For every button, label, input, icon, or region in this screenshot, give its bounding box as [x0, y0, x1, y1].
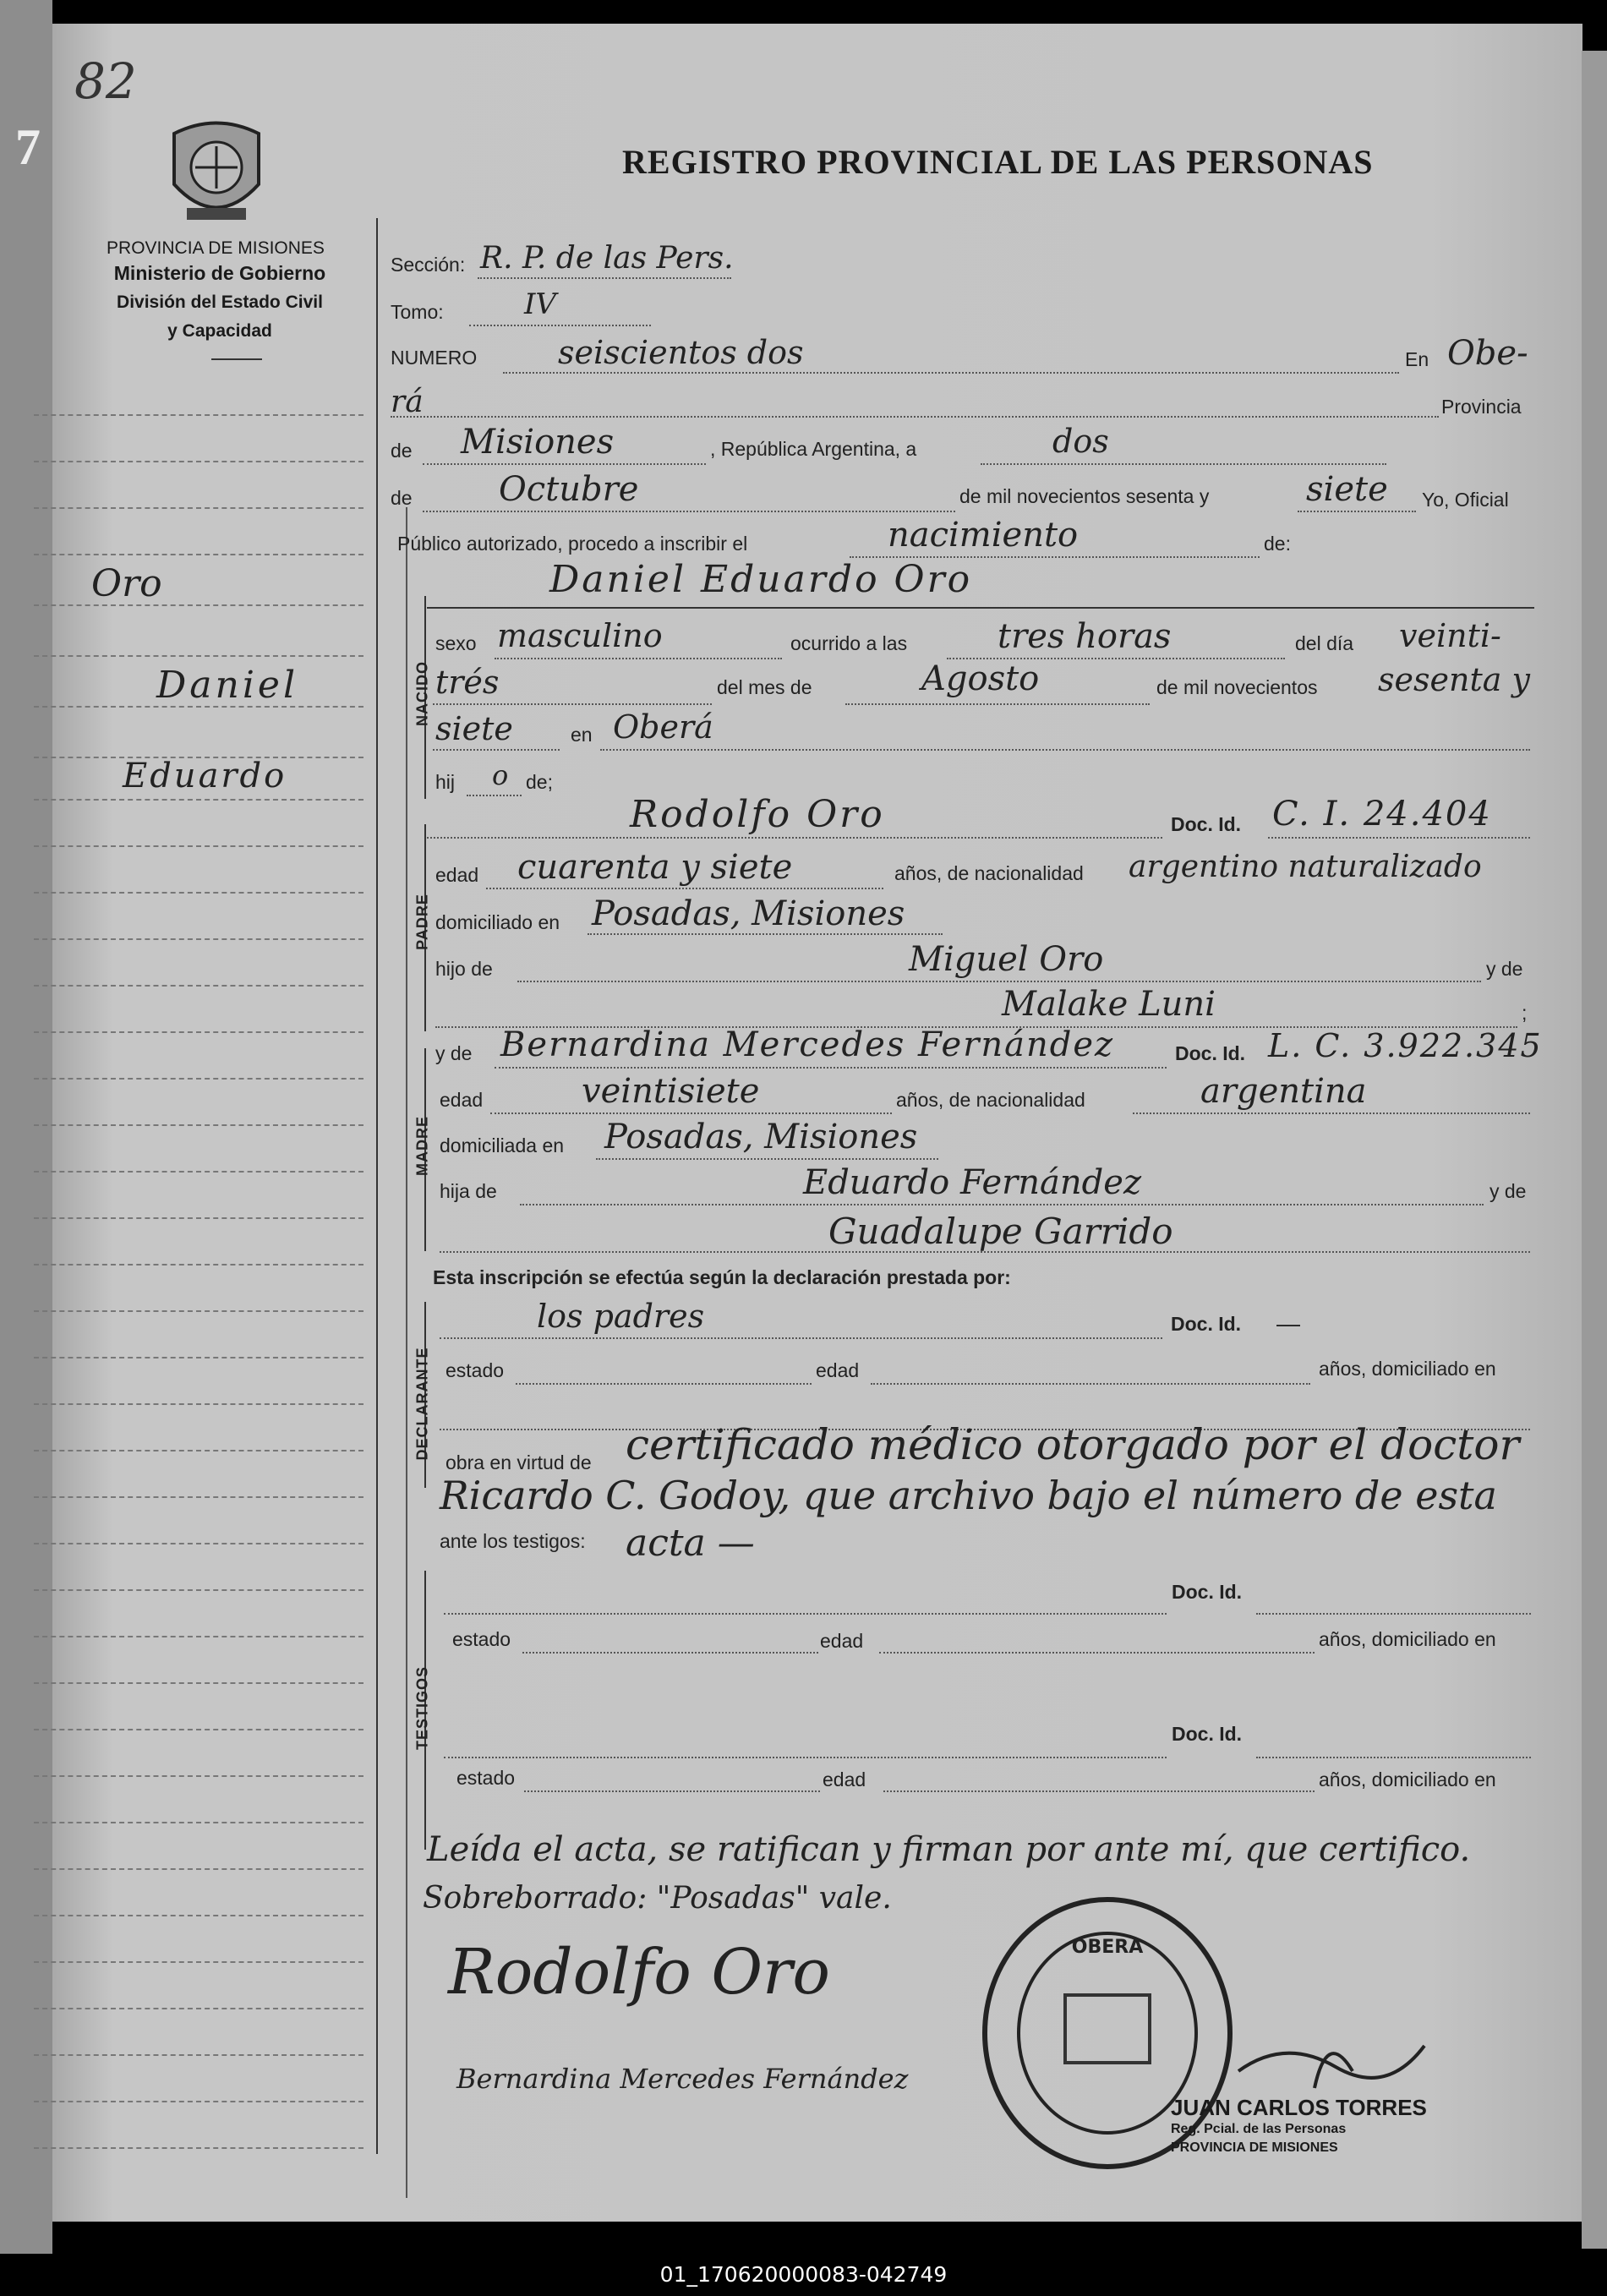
value-obra-3: acta — — [626, 1522, 755, 1565]
province-emblem-icon — [166, 117, 267, 227]
section-declarante: DECLARANTE — [413, 1347, 431, 1461]
label-domiciliado-padre: domiciliado en — [435, 911, 560, 933]
stamp-name: JUAN CARLOS TORRES — [1171, 2095, 1427, 2120]
label-edad-madre: edad — [440, 1089, 484, 1111]
label-en-2: en — [571, 724, 593, 746]
label-del-dia: del día — [1295, 632, 1354, 654]
value-madre-nac: argentina — [1200, 1072, 1367, 1111]
value-padre-doc: C. I. 24.404 — [1272, 795, 1492, 834]
value-padre-padre: Miguel Oro — [909, 940, 1104, 979]
binding-strip — [0, 0, 52, 2296]
label-publico: Público autorizado, procedo a inscribir el — [397, 533, 748, 555]
value-seccion: R. P. de las Pers. — [480, 241, 734, 276]
label-de-colon: de: — [1264, 533, 1291, 555]
label-hija-de: hija de — [440, 1180, 497, 1202]
label-hij: hij — [435, 771, 456, 793]
label-edad-t1: edad — [820, 1630, 864, 1652]
label-del-mes: del mes de — [717, 676, 812, 698]
label-de-mil: de mil novecientos sesenta y — [959, 485, 1210, 507]
margin-divider — [376, 218, 378, 2154]
value-madre-edad: veintisiete — [582, 1072, 760, 1111]
label-estado-t2: estado — [456, 1767, 516, 1789]
label-seccion: Sección: — [391, 254, 466, 276]
label-anos-dom-t2: años, domiciliado en — [1319, 1768, 1496, 1790]
page-title: REGISTRO PROVINCIAL DE LAS PERSONAS — [622, 143, 1374, 181]
value-madre-madre: Guadalupe Garrido — [828, 1211, 1173, 1252]
value-en: Obe- — [1447, 334, 1528, 373]
org-line-4: y Capacidad — [167, 321, 272, 341]
org-line-1: PROVINCIA DE MISIONES — [107, 238, 325, 258]
value-cierre-2: Sobreborrado: "Posadas" vale. — [423, 1881, 892, 1916]
value-anio-nac: sesenta y — [1378, 661, 1530, 698]
label-provincia: Provincia — [1441, 396, 1522, 418]
section-padre: PADRE — [413, 894, 431, 950]
value-dia-nac-2: trés — [435, 664, 500, 701]
label-y-de-padre: y de — [1486, 958, 1523, 980]
value-anio: siete — [1306, 470, 1388, 509]
label-de-2: de — [391, 487, 413, 509]
label-yo-oficial: Yo, Oficial — [1422, 489, 1509, 511]
label-sexo: sexo — [435, 632, 477, 654]
value-lugar-nac: Oberá — [613, 708, 713, 746]
label-en: En — [1405, 348, 1429, 370]
value-madre-dom: Posadas, Misiones — [604, 1118, 918, 1156]
label-domiciliada-madre: domiciliada en — [440, 1134, 565, 1156]
value-acto: nacimiento — [888, 516, 1079, 555]
value-declarante: los padres — [537, 1298, 705, 1335]
label-numero: NUMERO — [391, 347, 478, 369]
value-padre-nac: argentino naturalizado — [1129, 850, 1482, 884]
org-line-3: División del Estado Civil — [117, 292, 323, 312]
nombre-line — [427, 607, 1534, 609]
value-madre-nombre: Bernardina Mercedes Fernández — [500, 1025, 1115, 1064]
section-testigos: TESTIGOS — [413, 1666, 431, 1751]
label-anos-nac-padre: años, de nacionalidad — [894, 862, 1084, 884]
label-y-de-madre: y de — [435, 1042, 473, 1064]
image-id: 01_170620000083-042749 — [0, 2254, 1607, 2296]
value-padre-madre: Malake Luni — [1002, 985, 1216, 1024]
value-nombre: Daniel Eduardo Oro — [549, 558, 973, 601]
label-doc-id-declarante: Doc. Id. — [1171, 1313, 1242, 1335]
margin-divider-2 — [406, 507, 407, 2198]
label-anos-dom-decl: años, domiciliado en — [1319, 1358, 1496, 1380]
value-hij: o — [492, 759, 509, 791]
label-de-1: de — [391, 440, 413, 462]
label-estado-t1: estado — [452, 1628, 511, 1650]
margin-second-name: Eduardo — [123, 757, 287, 795]
value-mes-nac: Agosto — [921, 659, 1040, 698]
value-tomo: IV — [524, 287, 556, 321]
label-doc-id-madre: Doc. Id. — [1175, 1042, 1246, 1064]
label-doc-id-testigo-2: Doc. Id. — [1172, 1723, 1243, 1745]
value-numero: seiscientos dos — [558, 334, 804, 371]
label-republica: , República Argentina, a — [710, 438, 917, 460]
page-edge — [1582, 51, 1607, 2249]
value-provincia: Misiones — [461, 423, 615, 462]
margin-number: 7 — [15, 119, 41, 175]
value-obra-1: certificado médico otorgado por el doctor — [626, 1420, 1520, 1469]
value-sexo: masculino — [497, 617, 663, 654]
value-obra-2: Ricardo C. Godoy, que archivo bajo el número de esta — [440, 1473, 1497, 1518]
value-anio-nac-2: siete — [435, 710, 513, 747]
semicolon: ; — [1522, 1002, 1528, 1024]
org-line-2: Ministerio de Gobierno — [113, 262, 326, 284]
signature-madre: Bernardina Mercedes Fernández — [456, 2063, 909, 2095]
value-padre-dom: Posadas, Misiones — [592, 894, 905, 933]
label-edad-padre: edad — [435, 864, 479, 886]
value-declarante-doc: — — [1276, 1310, 1300, 1337]
stamp-line-3: PROVINCIA DE MISIONES — [1171, 2140, 1338, 2155]
label-de-semicolon: de; — [526, 771, 553, 793]
value-en-cont: rá — [391, 385, 424, 419]
seal-top-text: OBERA — [1071, 1937, 1144, 1958]
page-number: 82 — [74, 52, 137, 110]
value-dia-nac: veinti- — [1399, 617, 1501, 654]
official-signature — [1234, 2020, 1429, 2096]
label-edad-t2: edad — [823, 1768, 866, 1790]
label-edad-decl: edad — [816, 1359, 860, 1381]
label-hijo-de: hijo de — [435, 958, 493, 980]
label-estado-decl: estado — [445, 1359, 505, 1381]
divider — [211, 358, 262, 360]
label-anos-nac-madre: años, de nacionalidad — [896, 1089, 1085, 1111]
value-hora: tres horas — [998, 617, 1172, 656]
value-padre-nombre: Rodolfo Oro — [630, 793, 885, 836]
margin-first-name: Daniel — [156, 664, 299, 707]
value-madre-doc: L. C. 3.922.345 — [1268, 1027, 1543, 1064]
label-doc-id-testigo-1: Doc. Id. — [1172, 1581, 1243, 1603]
signature-padre: Rodolfo Oro — [448, 1936, 830, 2009]
value-padre-edad: cuarenta y siete — [517, 848, 793, 887]
label-anos-dom-t1: años, domiciliado en — [1319, 1628, 1496, 1650]
section-madre: MADRE — [413, 1116, 431, 1176]
label-tomo: Tomo: — [391, 301, 444, 323]
label-doc-id-padre: Doc. Id. — [1171, 813, 1242, 835]
value-mes: Octubre — [499, 470, 639, 509]
label-de-mil-2: de mil novecientos — [1156, 676, 1318, 698]
value-madre-padre: Eduardo Fernández — [803, 1163, 1142, 1202]
value-cierre-1: Leída el acta, se ratifican y firman por ante mí, que certifico. — [427, 1830, 1471, 1869]
label-obra: obra en virtud de — [445, 1451, 592, 1473]
margin-surname: Oro — [91, 562, 162, 605]
label-ante: ante los testigos: — [440, 1530, 586, 1552]
label-ocurrido: ocurrido a las — [790, 632, 908, 654]
label-inscripcion: Esta inscripción se efectúa según la declaración prestada por: — [433, 1266, 1011, 1288]
stamp-line-2: Reg. Pcial. de las Personas — [1171, 2122, 1347, 2136]
section-nacido: NACIDO — [413, 661, 431, 726]
label-y-de-madre-2: y de — [1489, 1180, 1527, 1202]
value-dia: dos — [1052, 423, 1109, 460]
